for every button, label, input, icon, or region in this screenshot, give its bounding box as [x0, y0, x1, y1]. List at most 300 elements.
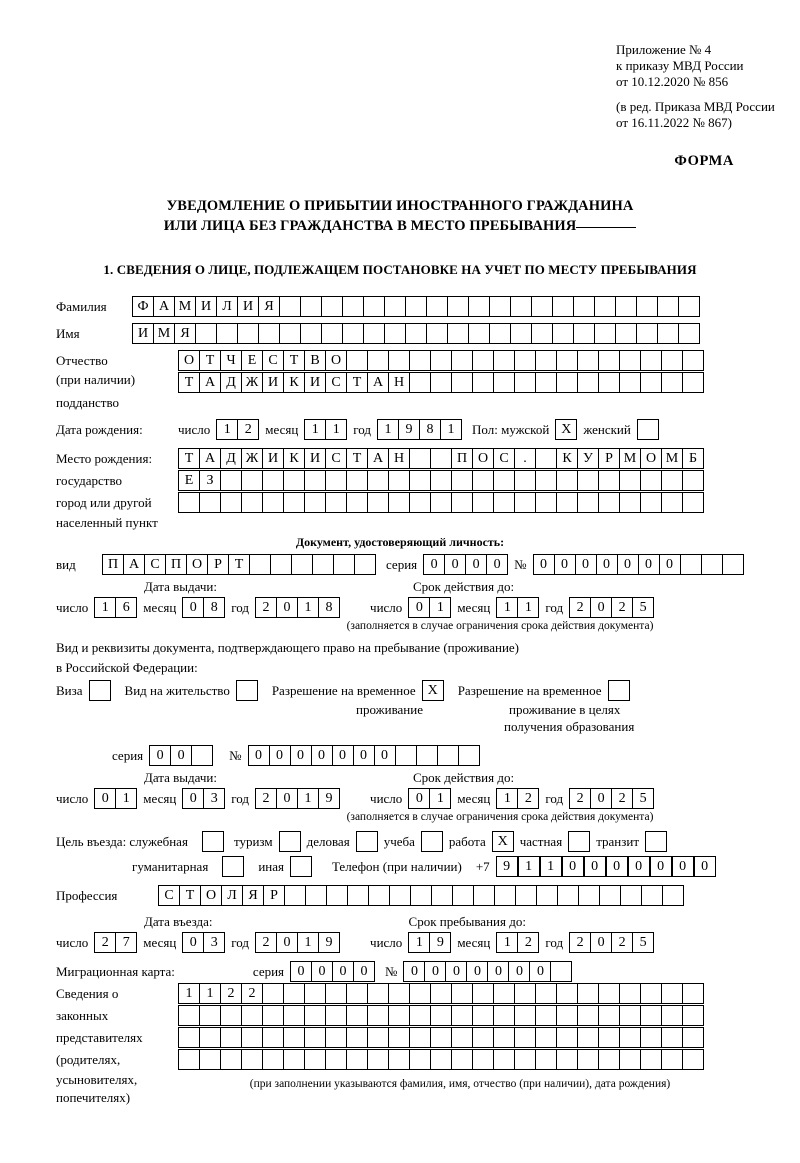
cell[interactable]: И — [237, 296, 259, 317]
cell[interactable] — [535, 372, 557, 393]
cell[interactable] — [493, 1027, 515, 1048]
cell[interactable] — [682, 1049, 704, 1070]
cell[interactable]: 2 — [94, 932, 116, 953]
cell[interactable] — [556, 983, 578, 1004]
cell[interactable]: Т — [179, 885, 201, 906]
visa-checkbox[interactable] — [89, 680, 111, 701]
cell[interactable]: 0 — [590, 932, 612, 953]
legal-rep-input-line-1[interactable] — [178, 983, 704, 1004]
cell[interactable] — [342, 296, 364, 317]
cell[interactable] — [451, 350, 473, 371]
cell[interactable]: 2 — [255, 932, 277, 953]
cell[interactable] — [346, 1049, 368, 1070]
cell[interactable] — [283, 470, 305, 491]
cell[interactable]: И — [304, 448, 326, 469]
cell[interactable] — [531, 296, 553, 317]
cell[interactable]: 0 — [353, 961, 375, 982]
cell[interactable] — [363, 296, 385, 317]
cell[interactable]: 1 — [496, 597, 518, 618]
cell[interactable] — [578, 885, 600, 906]
cell[interactable] — [367, 1005, 389, 1026]
cell[interactable] — [682, 372, 704, 393]
cell[interactable]: 1 — [440, 419, 462, 440]
cell[interactable] — [312, 554, 334, 575]
cell[interactable] — [409, 492, 431, 513]
cell[interactable] — [535, 1005, 557, 1026]
cell[interactable] — [514, 492, 536, 513]
cell[interactable] — [241, 492, 263, 513]
cell[interactable] — [384, 296, 406, 317]
cell[interactable] — [598, 1027, 620, 1048]
cell[interactable] — [283, 1005, 305, 1026]
cell[interactable] — [535, 350, 557, 371]
cell[interactable]: 8 — [419, 419, 441, 440]
cell[interactable]: 0 — [650, 856, 672, 877]
doc-valid-year-input[interactable] — [569, 597, 654, 618]
cell[interactable] — [682, 470, 704, 491]
cell[interactable]: 5 — [632, 788, 654, 809]
cell[interactable] — [556, 470, 578, 491]
cell[interactable] — [661, 350, 683, 371]
cell[interactable] — [262, 1005, 284, 1026]
cell[interactable]: 3 — [203, 788, 225, 809]
cell[interactable]: 0 — [276, 597, 298, 618]
cell[interactable] — [304, 1049, 326, 1070]
cell[interactable] — [283, 1049, 305, 1070]
permit-series-input[interactable] — [149, 745, 213, 766]
cell[interactable] — [291, 554, 313, 575]
cell[interactable] — [325, 1049, 347, 1070]
cell[interactable]: 0 — [94, 788, 116, 809]
cell[interactable] — [409, 983, 431, 1004]
cell[interactable] — [447, 296, 469, 317]
cell[interactable]: 1 — [115, 788, 137, 809]
cell[interactable] — [535, 1027, 557, 1048]
cell[interactable] — [619, 492, 641, 513]
cell[interactable] — [514, 1005, 536, 1026]
cell[interactable] — [304, 1027, 326, 1048]
cell[interactable] — [531, 323, 553, 344]
cell[interactable] — [354, 554, 376, 575]
cell[interactable] — [279, 831, 301, 852]
cell[interactable]: Я — [174, 323, 196, 344]
cell[interactable]: 2 — [611, 788, 633, 809]
cell[interactable] — [556, 372, 578, 393]
cell[interactable] — [325, 1005, 347, 1026]
cell[interactable] — [409, 350, 431, 371]
cell[interactable]: Ф — [132, 296, 154, 317]
cell[interactable]: 0 — [628, 856, 650, 877]
cell[interactable]: П — [102, 554, 124, 575]
cell[interactable] — [409, 448, 431, 469]
cell[interactable]: С — [325, 372, 347, 393]
cell[interactable] — [178, 492, 200, 513]
cell[interactable]: М — [661, 448, 683, 469]
cell[interactable] — [333, 554, 355, 575]
cell[interactable] — [640, 983, 662, 1004]
cell[interactable] — [641, 885, 663, 906]
cell[interactable] — [682, 492, 704, 513]
cell[interactable] — [367, 1027, 389, 1048]
cell[interactable]: Ж — [241, 448, 263, 469]
cell[interactable]: 0 — [617, 554, 639, 575]
cell[interactable]: 2 — [220, 983, 242, 1004]
cell[interactable] — [283, 1027, 305, 1048]
cell[interactable] — [657, 323, 679, 344]
cell[interactable]: 0 — [374, 745, 396, 766]
cell[interactable]: 1 — [325, 419, 347, 440]
cell[interactable] — [222, 856, 244, 877]
cell[interactable] — [279, 323, 301, 344]
cell[interactable]: 2 — [569, 788, 591, 809]
cell[interactable] — [472, 1027, 494, 1048]
cell[interactable]: З — [199, 470, 221, 491]
cell[interactable] — [640, 492, 662, 513]
cell[interactable]: И — [304, 372, 326, 393]
birth-place-input-line-2[interactable] — [178, 470, 704, 491]
cell[interactable]: И — [132, 323, 154, 344]
cell[interactable]: С — [262, 350, 284, 371]
cell[interactable]: 1 — [517, 597, 539, 618]
cell[interactable] — [220, 1049, 242, 1070]
cell[interactable] — [661, 470, 683, 491]
cell[interactable] — [409, 372, 431, 393]
cell[interactable] — [300, 296, 322, 317]
cell[interactable] — [367, 1049, 389, 1070]
cell[interactable] — [451, 492, 473, 513]
cell[interactable] — [619, 1005, 641, 1026]
purpose-work-checkbox[interactable] — [492, 831, 514, 852]
cell[interactable]: Е — [178, 470, 200, 491]
cell[interactable]: 0 — [487, 961, 509, 982]
cell[interactable]: Р — [598, 448, 620, 469]
cell[interactable] — [325, 983, 347, 1004]
cell[interactable] — [346, 983, 368, 1004]
cell[interactable] — [472, 470, 494, 491]
cell[interactable]: 0 — [606, 856, 628, 877]
cell[interactable] — [550, 961, 572, 982]
cell[interactable] — [640, 1049, 662, 1070]
cell[interactable] — [437, 745, 459, 766]
cell[interactable] — [363, 323, 385, 344]
cell[interactable] — [645, 831, 667, 852]
cell[interactable] — [514, 1027, 536, 1048]
cell[interactable] — [430, 1027, 452, 1048]
cell[interactable] — [284, 885, 306, 906]
cell[interactable] — [458, 745, 480, 766]
cell[interactable] — [637, 419, 659, 440]
cell[interactable] — [573, 323, 595, 344]
cell[interactable]: Х — [555, 419, 577, 440]
surname-input[interactable] — [132, 296, 700, 317]
cell[interactable] — [494, 885, 516, 906]
cell[interactable] — [556, 492, 578, 513]
cell[interactable] — [346, 470, 368, 491]
cell[interactable] — [514, 470, 536, 491]
cell[interactable] — [346, 1005, 368, 1026]
cell[interactable]: 2 — [237, 419, 259, 440]
cell[interactable] — [594, 323, 616, 344]
cell[interactable] — [388, 470, 410, 491]
cell[interactable]: О — [200, 885, 222, 906]
cell[interactable] — [325, 1027, 347, 1048]
legal-rep-input-line-3[interactable] — [178, 1027, 704, 1048]
cell[interactable] — [577, 372, 599, 393]
cell[interactable]: 1 — [496, 788, 518, 809]
cell[interactable] — [325, 470, 347, 491]
cell[interactable]: 0 — [596, 554, 618, 575]
cell[interactable] — [472, 983, 494, 1004]
cell[interactable]: П — [165, 554, 187, 575]
cell[interactable]: 0 — [290, 745, 312, 766]
cell[interactable]: 0 — [408, 788, 430, 809]
cell[interactable] — [598, 983, 620, 1004]
cell[interactable] — [661, 372, 683, 393]
cell[interactable] — [682, 1027, 704, 1048]
purpose-private-checkbox[interactable] — [568, 831, 590, 852]
cell[interactable]: Б — [682, 448, 704, 469]
cell[interactable] — [199, 1005, 221, 1026]
cell[interactable] — [493, 350, 515, 371]
purpose-tourism-checkbox[interactable] — [279, 831, 301, 852]
cell[interactable] — [290, 856, 312, 877]
cell[interactable]: И — [195, 296, 217, 317]
cell[interactable] — [662, 885, 684, 906]
permit-issue-day-input[interactable] — [94, 788, 137, 809]
cell[interactable] — [395, 745, 417, 766]
cell[interactable] — [178, 1005, 200, 1026]
cell[interactable] — [556, 1049, 578, 1070]
cell[interactable] — [421, 831, 443, 852]
cell[interactable] — [283, 492, 305, 513]
doc-series-input[interactable] — [423, 554, 508, 575]
cell[interactable]: Н — [388, 372, 410, 393]
cell[interactable] — [598, 350, 620, 371]
cell[interactable]: 2 — [569, 597, 591, 618]
birth-day-input[interactable] — [216, 419, 259, 440]
cell[interactable] — [682, 350, 704, 371]
cell[interactable] — [388, 1049, 410, 1070]
cell[interactable] — [178, 1049, 200, 1070]
cell[interactable]: 0 — [423, 554, 445, 575]
cell[interactable]: Т — [228, 554, 250, 575]
cell[interactable] — [661, 1027, 683, 1048]
cell[interactable] — [568, 831, 590, 852]
permit-number-input[interactable] — [248, 745, 480, 766]
cell[interactable] — [321, 323, 343, 344]
cell[interactable] — [216, 323, 238, 344]
profession-input[interactable] — [158, 885, 684, 906]
purpose-business-checkbox[interactable] — [356, 831, 378, 852]
cell[interactable]: 6 — [115, 597, 137, 618]
cell[interactable]: С — [493, 448, 515, 469]
permit-valid-month-input[interactable] — [496, 788, 539, 809]
cell[interactable]: 8 — [318, 597, 340, 618]
cell[interactable]: Т — [199, 350, 221, 371]
cell[interactable] — [472, 492, 494, 513]
cell[interactable] — [620, 885, 642, 906]
cell[interactable]: 0 — [182, 597, 204, 618]
cell[interactable] — [678, 296, 700, 317]
cell[interactable]: 2 — [255, 597, 277, 618]
cell[interactable] — [304, 1005, 326, 1026]
cell[interactable] — [682, 983, 704, 1004]
cell[interactable] — [680, 554, 702, 575]
cell[interactable] — [409, 470, 431, 491]
temp-residence-checkbox[interactable] — [422, 680, 444, 701]
cell[interactable] — [557, 885, 579, 906]
cell[interactable] — [556, 1027, 578, 1048]
cell[interactable] — [452, 885, 474, 906]
cell[interactable] — [304, 983, 326, 1004]
cell[interactable]: Д — [220, 372, 242, 393]
cell[interactable]: 0 — [584, 856, 606, 877]
cell[interactable]: 9 — [398, 419, 420, 440]
cell[interactable] — [430, 372, 452, 393]
cell[interactable] — [430, 1049, 452, 1070]
cell[interactable] — [468, 296, 490, 317]
cell[interactable]: 0 — [529, 961, 551, 982]
cell[interactable] — [515, 885, 537, 906]
cell[interactable] — [262, 492, 284, 513]
cell[interactable]: 0 — [149, 745, 171, 766]
cell[interactable] — [472, 372, 494, 393]
cell[interactable] — [701, 554, 723, 575]
doc-valid-month-input[interactable] — [496, 597, 539, 618]
birth-year-input[interactable] — [377, 419, 462, 440]
cell[interactable] — [514, 1049, 536, 1070]
cell[interactable] — [489, 323, 511, 344]
cell[interactable] — [661, 1005, 683, 1026]
cell[interactable]: 1 — [429, 597, 451, 618]
cell[interactable] — [347, 885, 369, 906]
patronymic-input[interactable] — [178, 350, 704, 371]
cell[interactable]: 1 — [377, 419, 399, 440]
cell[interactable]: 0 — [332, 745, 354, 766]
cell[interactable]: 0 — [638, 554, 660, 575]
cell[interactable] — [262, 470, 284, 491]
cell[interactable] — [410, 885, 432, 906]
cell[interactable] — [573, 296, 595, 317]
cell[interactable] — [220, 492, 242, 513]
cell[interactable] — [384, 323, 406, 344]
permit-issue-month-input[interactable] — [182, 788, 225, 809]
cell[interactable] — [640, 470, 662, 491]
cell[interactable] — [468, 323, 490, 344]
cell[interactable]: . — [514, 448, 536, 469]
cell[interactable]: Н — [388, 448, 410, 469]
cell[interactable] — [367, 983, 389, 1004]
cell[interactable] — [552, 296, 574, 317]
cell[interactable] — [577, 983, 599, 1004]
cell[interactable]: 1 — [304, 419, 326, 440]
cell[interactable] — [342, 323, 364, 344]
cell[interactable] — [241, 470, 263, 491]
cell[interactable]: 0 — [444, 554, 466, 575]
cell[interactable]: Т — [283, 350, 305, 371]
cell[interactable] — [636, 296, 658, 317]
cell[interactable] — [199, 492, 221, 513]
cell[interactable]: 9 — [429, 932, 451, 953]
cell[interactable] — [510, 323, 532, 344]
cell[interactable]: 0 — [575, 554, 597, 575]
cell[interactable]: К — [283, 448, 305, 469]
cell[interactable]: 8 — [203, 597, 225, 618]
cell[interactable]: 2 — [569, 932, 591, 953]
cell[interactable] — [430, 448, 452, 469]
entry-year-input[interactable] — [255, 932, 340, 953]
cell[interactable] — [270, 554, 292, 575]
cell[interactable] — [388, 983, 410, 1004]
cell[interactable]: 0 — [424, 961, 446, 982]
cell[interactable]: 0 — [276, 932, 298, 953]
cell[interactable] — [598, 492, 620, 513]
cell[interactable]: 2 — [517, 788, 539, 809]
cell[interactable]: 5 — [632, 932, 654, 953]
cell[interactable] — [430, 1005, 452, 1026]
cell[interactable]: Ж — [241, 372, 263, 393]
cell[interactable]: 0 — [182, 932, 204, 953]
cell[interactable] — [430, 983, 452, 1004]
cell[interactable]: 0 — [486, 554, 508, 575]
cell[interactable] — [367, 350, 389, 371]
cell[interactable]: Я — [242, 885, 264, 906]
cell[interactable] — [472, 350, 494, 371]
cell[interactable] — [409, 1027, 431, 1048]
cell[interactable] — [451, 470, 473, 491]
doc-valid-day-input[interactable] — [408, 597, 451, 618]
cell[interactable] — [577, 1049, 599, 1070]
cell[interactable]: О — [178, 350, 200, 371]
cell[interactable] — [241, 1027, 263, 1048]
cell[interactable] — [321, 296, 343, 317]
cell[interactable] — [472, 1005, 494, 1026]
cell[interactable] — [682, 1005, 704, 1026]
legal-rep-input-line-4[interactable] — [178, 1049, 704, 1070]
cell[interactable] — [426, 296, 448, 317]
cell[interactable] — [493, 1049, 515, 1070]
residence-permit-checkbox[interactable] — [236, 680, 258, 701]
doc-issue-day-input[interactable] — [94, 597, 137, 618]
cell[interactable] — [356, 831, 378, 852]
cell[interactable]: 0 — [269, 745, 291, 766]
birth-place-input-line-3[interactable] — [178, 492, 704, 513]
cell[interactable] — [619, 470, 641, 491]
cell[interactable] — [535, 492, 557, 513]
cell[interactable]: 0 — [332, 961, 354, 982]
cell[interactable]: 2 — [255, 788, 277, 809]
cell[interactable] — [535, 448, 557, 469]
cell[interactable] — [191, 745, 213, 766]
cell[interactable]: 0 — [694, 856, 716, 877]
cell[interactable]: С — [144, 554, 166, 575]
cell[interactable] — [202, 831, 224, 852]
cell[interactable] — [430, 492, 452, 513]
legal-rep-input-line-2[interactable] — [178, 1005, 704, 1026]
cell[interactable] — [199, 1049, 221, 1070]
cell[interactable]: 0 — [590, 597, 612, 618]
cell[interactable]: 0 — [408, 597, 430, 618]
cell[interactable] — [262, 1027, 284, 1048]
cell[interactable] — [220, 1027, 242, 1048]
purpose-transit-checkbox[interactable] — [645, 831, 667, 852]
edu-residence-checkbox[interactable] — [608, 680, 630, 701]
cell[interactable] — [178, 1027, 200, 1048]
migration-series-input[interactable] — [290, 961, 375, 982]
cell[interactable]: 0 — [290, 961, 312, 982]
cell[interactable] — [473, 885, 495, 906]
cell[interactable]: В — [304, 350, 326, 371]
